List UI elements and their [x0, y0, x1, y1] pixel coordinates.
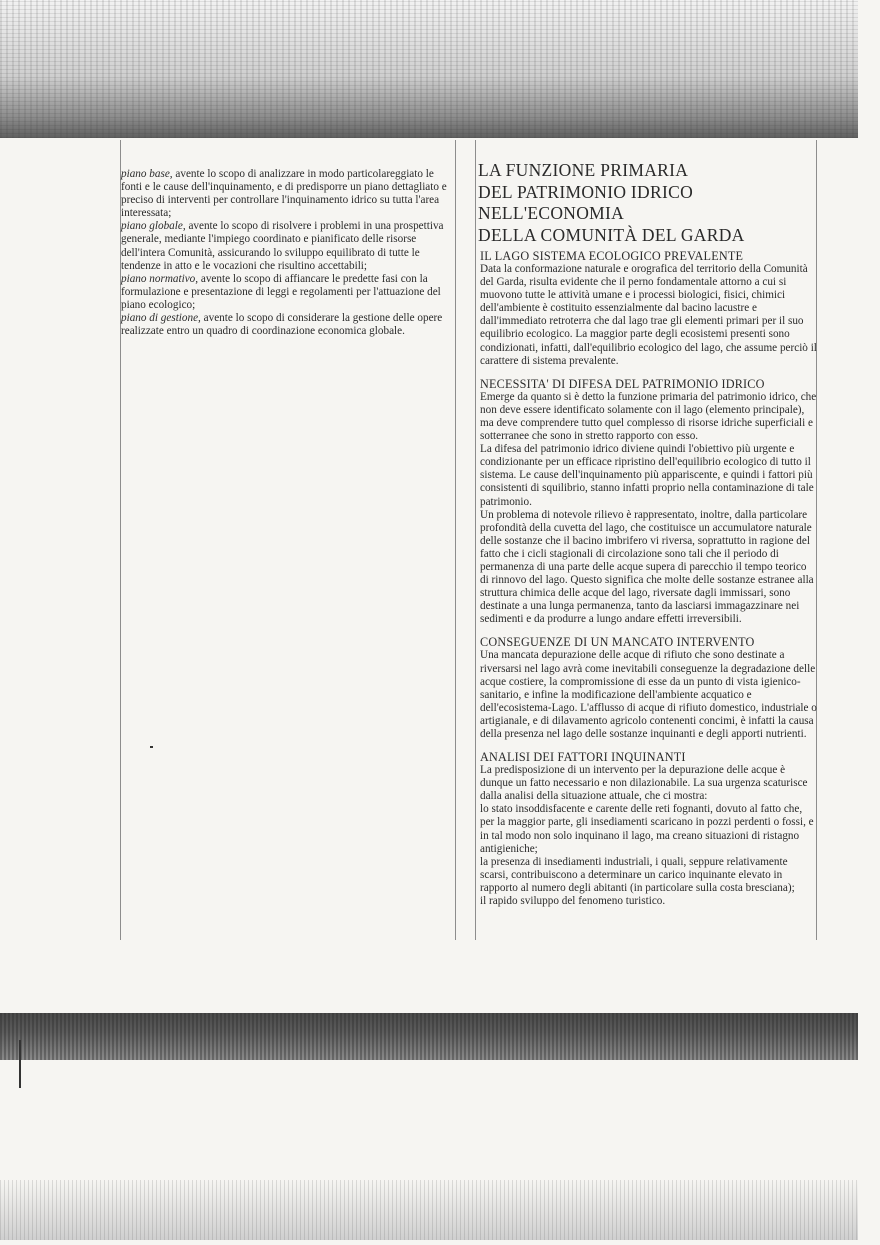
section-necessita-difesa	[480, 378, 817, 627]
title-line: LA FUNZIONE PRIMARIA	[478, 160, 689, 180]
plan-item	[121, 273, 451, 312]
section-paragraph: La predisposizione di un intervento per la depurazione delle acque è dunque un fatto necessario e non dilazionabile. La sua urgenza scaturisce dalla analisi della situazione attuale, che ci mostra:	[480, 764, 808, 803]
plan-text: avente lo scopo di risolvere i problemi in una prospettiva generale, mediante l'impiego coordinato e pianificato delle risorse dell'intera Comunità, assicurando lo sviluppo equilibrato di tutte le tendenze in atto e le vocazioni che risultino accettabili;	[121, 220, 444, 272]
scan-artifact-bottom	[0, 1013, 858, 1060]
plan-term: piano normativo,	[121, 272, 199, 285]
section-paragraph: Una mancata depurazione delle acque di rifiuto che sono destinate a riversarsi nel lago avrà come inevitabili conseguenze la degradazione delle acque costiere, la compromissione di esse da un punto di vista igienico-sanitario, e infine la modificazione dell'ambiente acquatico e dell'ecosistema-Lago. L'afflusso di acque di rifiuto domestico, industriale o artigianale, e di dilavamento agricolo contenenti concimi, è infatti la causa della presenza nel lago delle sostanze inquinanti e degli apporti nutrienti.	[480, 649, 817, 740]
section-paragraph: La difesa del patrimonio idrico diviene quindi l'obiettivo più urgente e condizionante per un efficace ripristino dell'equilibrio ecologico di tutto il sistema. Le cause dell'inquinamento più appariscente, e quindi i fattori più consistenti di squilibrio, stanno infatti proprio nella contaminazione di tale patrimonio.	[480, 443, 814, 508]
section-paragraph: la presenza di insediamenti industriali, i quali, seppure relativamente scarsi, contribuiscono a determinare un carico inquinante elevato in rapporto al numero degli abitanti (in particolare sulla costa bresciana);	[480, 855, 795, 894]
page-title	[478, 160, 808, 246]
section-lago-sistema	[480, 250, 817, 368]
right-column	[480, 250, 817, 918]
plan-term: piano globale,	[121, 220, 186, 233]
section-heading: IL LAGO SISTEMA ECOLOGICO PREVALENTE	[480, 249, 744, 263]
section-paragraph: Emerge da quanto si è detto la funzione primaria del patrimonio idrico, che non deve essere identificato solamente con il lago (elemento principale), ma deve comprendere tutto quel complesso di risorse idriche superficiali e sotterranee che sono in stretto rapporto con esso.	[480, 390, 817, 443]
left-column	[121, 168, 451, 338]
scan-artifact-top	[0, 0, 858, 138]
plan-item	[121, 168, 451, 220]
section-paragraph: Data la conformazione naturale e orografica del territorio della Comunità del Garda, risulta evidente che il perno fondamentale attorno a cui si muovono tutte le attività umane e i processi biologici, fisici, chimici dell'ambiente è costituito essenzialmente dal bacino lacustre e dall'immediato retroterra che dal lago trae gli elementi primari per il suo equilibrio ecologico. La maggior parte degli ecosistemi presenti sono condizionati, infatti, dall'equilibrio ecologico del lago, che assume perciò il carattere di sistema prevalente.	[480, 263, 817, 367]
title-line: DEL PATRIMONIO IDRICO	[478, 181, 694, 202]
column-rule-center-right	[475, 140, 476, 940]
scan-mark	[19, 1040, 21, 1088]
section-analisi-fattori	[480, 751, 817, 908]
title-line: DELLA COMUNITÀ DEL GARDA	[478, 224, 745, 245]
section-paragraph: lo stato insoddisfacente e carente delle reti fognanti, dovuto al fatto che, per la maggior parte, gli insediamenti scaricano in pozzi perdenti o fossi, e in tal modo non solo inquinano il lago, ma creano situazioni di ristagno antigieniche;	[480, 803, 814, 855]
plan-text: avente lo scopo di affiancare le predette fasi con la formulazione e presentazione di leggi e regolamenti per l'attuazione del piano ecologico;	[121, 272, 441, 311]
scan-artifact-footer	[0, 1180, 858, 1240]
plan-term: piano base,	[121, 168, 173, 180]
plan-item	[121, 220, 451, 272]
plan-text: avente lo scopo di considerare la gestione delle opere realizzate entro un quadro di coordinazione economica globale.	[121, 312, 443, 338]
section-heading: ANALISI DEI FATTORI INQUINANTI	[480, 750, 686, 765]
plan-text: avente lo scopo di analizzare in modo particolareggiato le fonti e le cause dell'inquinamento, e di predisporre un piano dettagliato e preciso di interventi per controllare l'inquinamento idrico su tutta l'area interessata;	[121, 168, 447, 220]
plan-item	[121, 312, 451, 338]
scan-dot	[150, 746, 153, 748]
section-paragraph: il rapido sviluppo del fenomeno turistico.	[480, 895, 666, 908]
section-paragraph: Un problema di notevole rilievo è rappresentato, inoltre, dalla particolare profondità della cuvetta del lago, che costituisce un accumulatore naturale delle sostanze che il bacino imbrifero vi riversa, soprattutto in ragione del fatto che i cicli stagionali di circolazione sono tali che il periodo di permanenza di una parte delle acque supera di parecchio il tempo teorico di rinnovo del lago. Questo significa che molte delle sostanze estranee alla struttura chimica delle acque del lago, riversate dagli immissari, sono destinate a una lunga permanenza, tanto da lasciarsi immagazzinare nei sedimenti e da produrre a lungo andare effetti irreversibili.	[480, 508, 814, 626]
section-heading: CONSEGUENZE DI UN MANCATO INTERVENTO	[480, 635, 755, 650]
section-conseguenze	[480, 636, 817, 741]
title-line: NELL'ECONOMIA	[478, 203, 625, 223]
column-rule-center-left	[455, 140, 456, 940]
section-heading: NECESSITA' DI DIFESA DEL PATRIMONIO IDRICO	[480, 376, 765, 391]
plan-term: piano di gestione,	[121, 312, 201, 325]
